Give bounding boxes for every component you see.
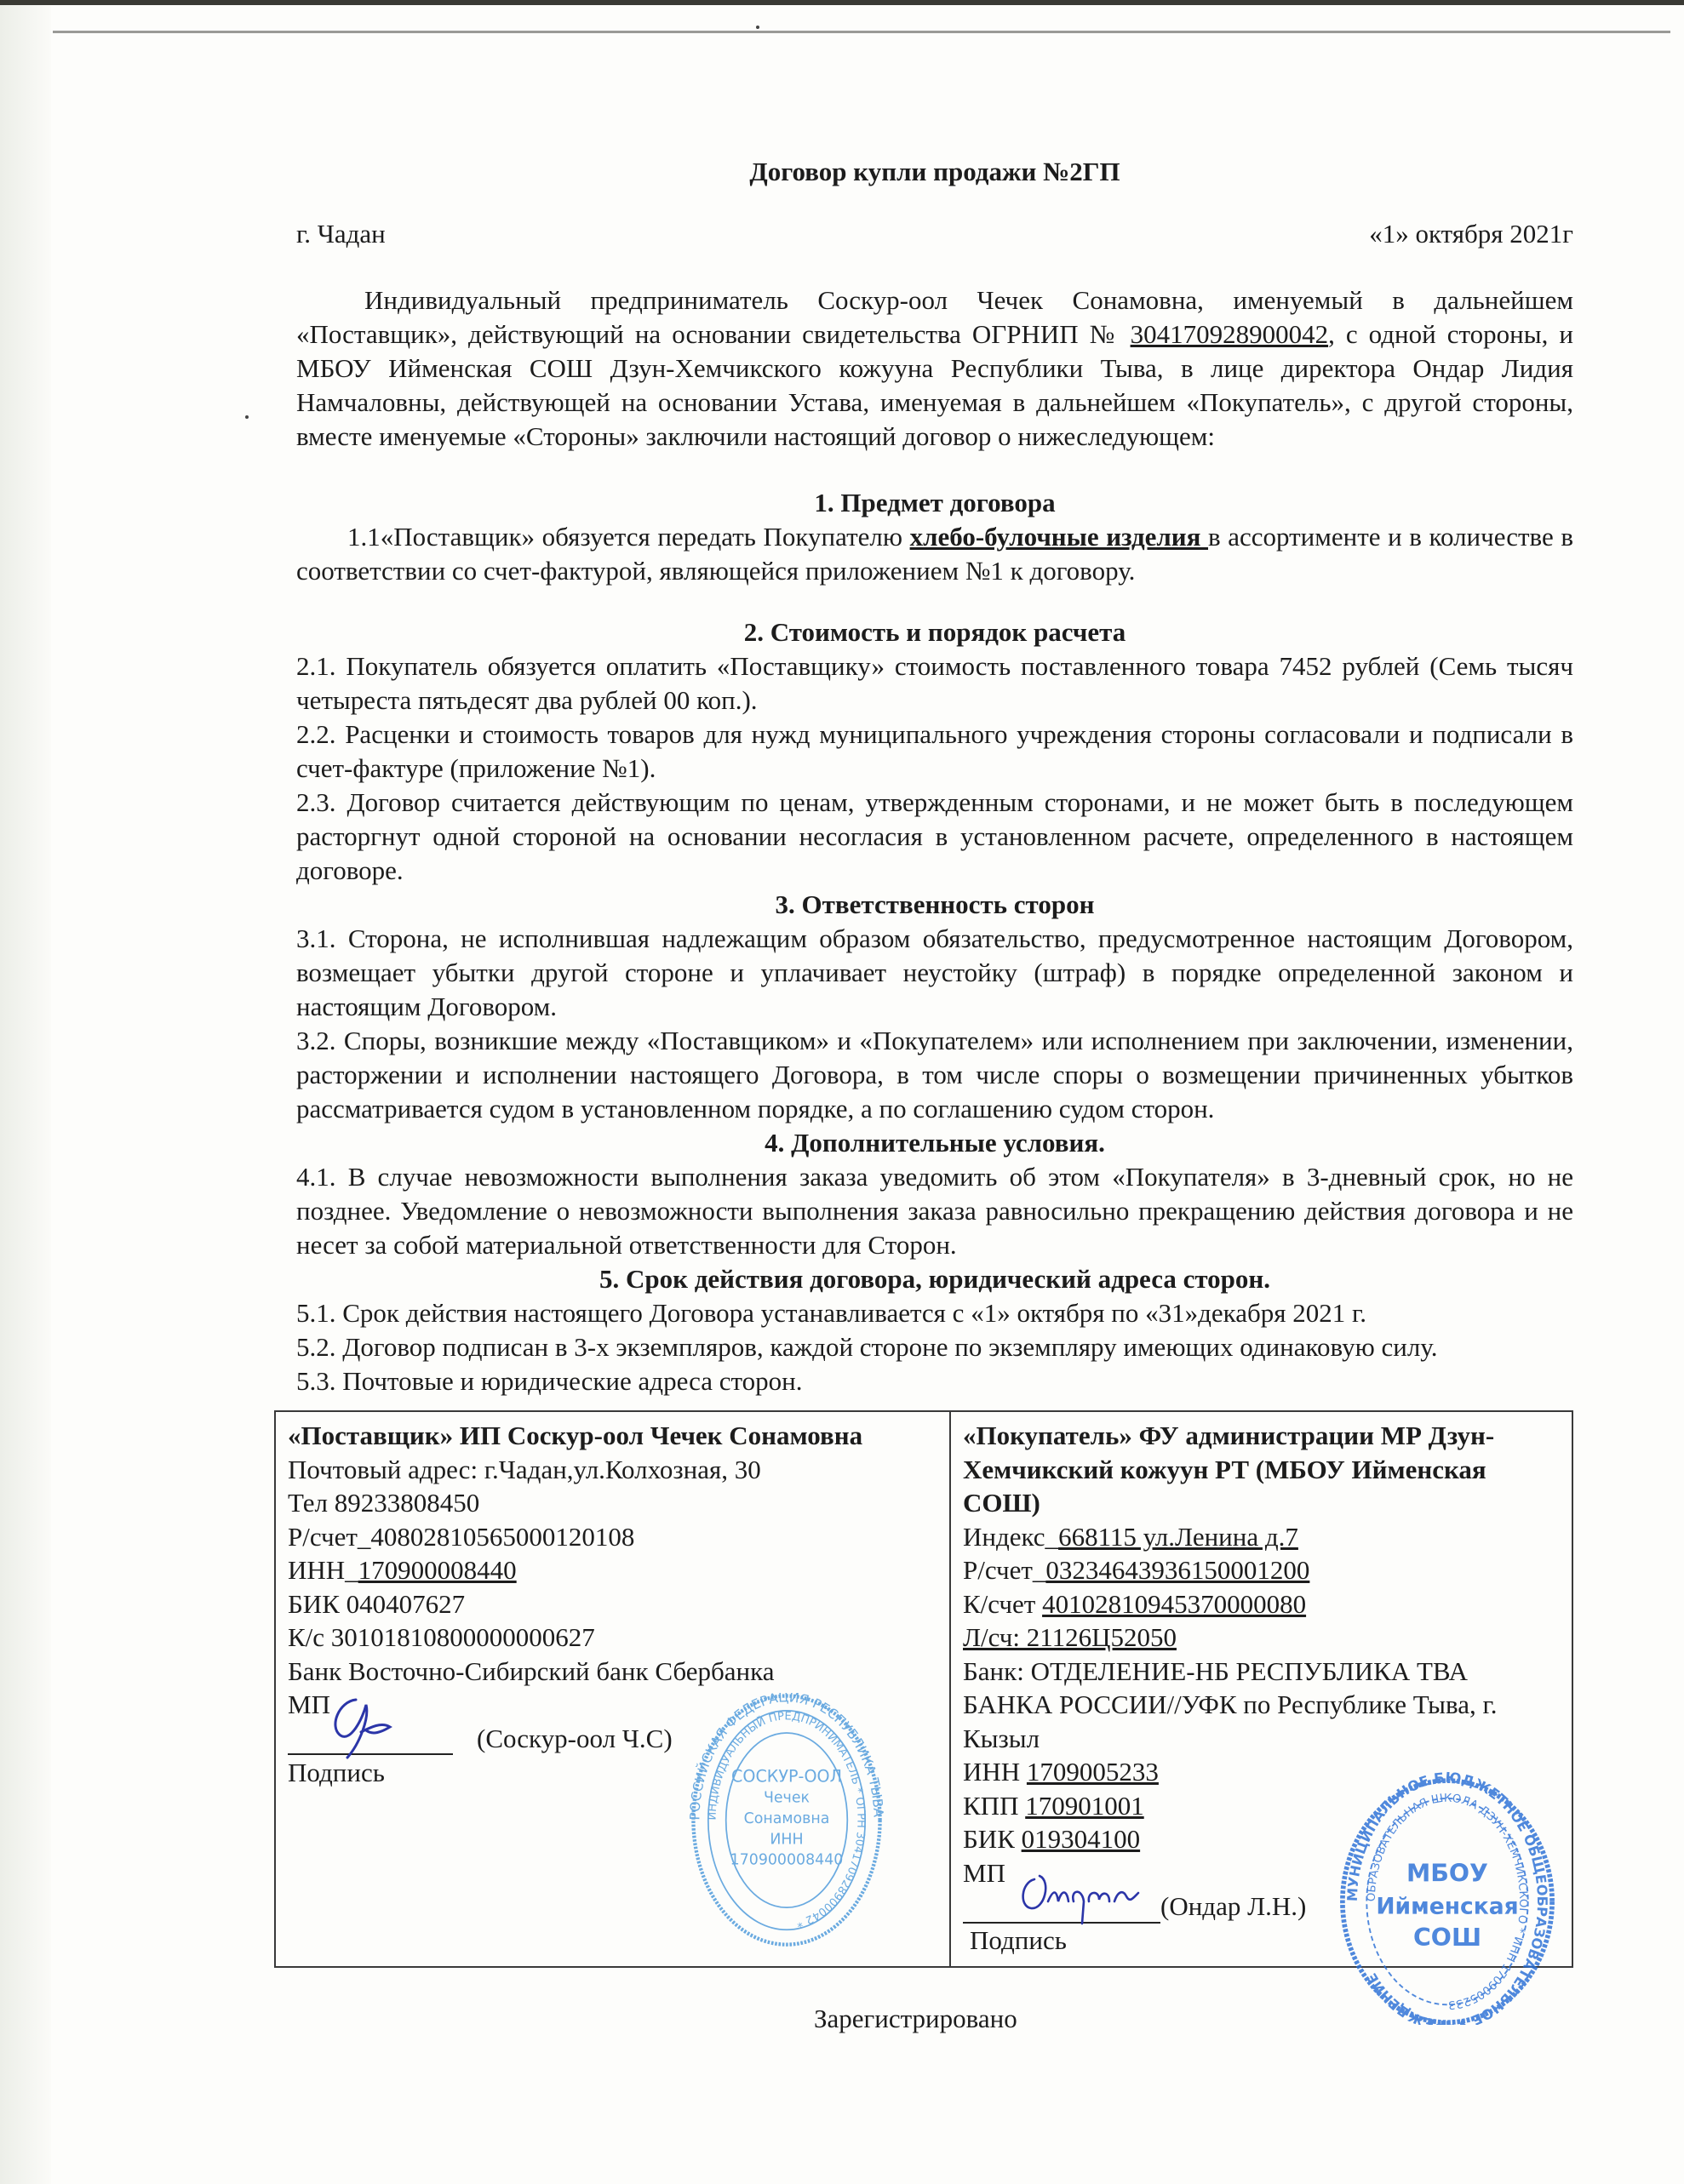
supplier-signer: (Соскур-оол Ч.С) <box>477 1723 673 1753</box>
buyer-stamp-inner: ОБРАЗОВАТЕЛЬНАЯ ШКОЛА ДЗУН-ХЕМЧИКСКОГО * ИНН 1709005233 <box>1365 1792 1530 2011</box>
supplier-heading: «Поставщик» ИП Соскур-оол Чечек Сонамовна <box>288 1421 863 1450</box>
supplier-stamp-line: ИНН <box>770 1831 804 1849</box>
buyer-signature-row <box>963 1890 1560 1924</box>
supplier-mp: МП <box>288 1689 330 1719</box>
section-heading: 2. Стоимость и порядок расчета <box>743 617 1126 647</box>
supplier-corr-account: К/с 30101810800000000627 <box>288 1622 595 1652</box>
clause-3-2: 3.2. Споры, возникшие между «Поставщиком» и «Покупателем» или исполнением при заключении, изменении, расторжении и исполнении настоящего Договора, в том числе споры о возмещении причиненных убытков рассматривается судом в установленном порядке, а по соглашению судом сторон. <box>296 1026 1573 1123</box>
bottom-area <box>274 1968 1573 2070</box>
goods-name: хлебо-булочные изделия <box>909 522 1209 552</box>
buyer-signer: (Ондар Л.Н.) <box>1160 1891 1307 1921</box>
buyer-requisites <box>951 1412 1572 2025</box>
buyer-bik-label: БИК <box>963 1824 1022 1854</box>
supplier-stamp-line: СОСКУР-ООЛ <box>731 1766 842 1787</box>
preamble <box>274 283 1573 454</box>
buyer-index-label: Индекс_ <box>963 1521 1059 1552</box>
clause-3-1: 3.1. Сторона, не исполнившая надлежащим образом обязательство, предусмотренное настоящим Договором, возмещает убытки другой стороне и уплачивает неустойку (штраф) в порядке определенной законом и настоящим Договором. <box>296 923 1573 1021</box>
document-city: г. Чадан <box>296 219 386 249</box>
buyer-mp: МП <box>963 1857 1005 1888</box>
buyer-inn-label: ИНН <box>963 1757 1027 1787</box>
clause-2-1: 2.1. Покупатель обязуется оплатить «Поставщику» стоимость поставленного товара 7452 рублей (Семь тысяч четыреста пятьдесят два рублей 00 коп.). <box>296 651 1573 715</box>
clause-4-1: 4.1. В случае невозможности выполнения заказа уведомить об этом «Покупателя» в 3-дневный срок, но не позднее. Уведомление о невозможности выполнения заказа равносильно прекращению действия договора и не несет за собой материальной ответственности для Сторон. <box>296 1162 1573 1260</box>
supplier-stamp-line: Чечек <box>763 1789 810 1807</box>
buyer-stamp-outer: МУНИЦИПАЛЬНОЕ БЮДЖЕТНОЕ ОБЩЕОБРАЗОВАТЕЛЬНОЕ У ЕЖДЕНИЕ <box>1343 1769 1551 2025</box>
section-heading: 5. Срок действия договора, юридический адреса сторон. <box>599 1264 1271 1294</box>
supplier-signature-line <box>288 1723 453 1755</box>
buyer-corr-account: 40102810945370000080 <box>1042 1588 1307 1619</box>
buyer-kpp: 170901001 <box>1025 1790 1144 1821</box>
buyer-bank: Банк: ОТДЕЛЕНИЕ-НБ РЕСПУБЛИКА ТВА БАНКА РОССИИ//УФК по Республике Тыва, г. Кызыл <box>963 1655 1498 1753</box>
buyer-personal-account: Л/сч: 21126Ц52050 <box>963 1622 1177 1652</box>
supplier-bank: Банк Восточно-Сибирский банк Сбербанка <box>288 1655 775 1686</box>
buyer-stamp-line: СОШ <box>1412 1924 1482 1952</box>
buyer-kpp-label: КПП <box>963 1790 1026 1821</box>
preamble-text-2: , с одной стороны, и МБОУ Ийменская СОШ Дзун-Хемчикского кожууна Республики Тыва, в лице директора Ондар Лидия Намчаловны, действующей на основании Устава, именуемая в дальнейшем «Покупатель», с другой стороны, вместе именуемые «Стороны» заключили настоящий договор о нижеследующем: <box>296 319 1573 451</box>
document-title: Договор купли продажи №2ГП <box>749 157 1120 186</box>
section-price <box>274 615 1573 1398</box>
buyer-sign-label: Подпись <box>970 1925 1067 1955</box>
buyer-corr-label: К/счет <box>963 1588 1043 1619</box>
buyer-bik: 019304100 <box>1021 1824 1141 1854</box>
clause-5-2: 5.2. Договор подписан в 3-х экземпляров, каждой стороне по экземпляру имеющих одинаковую силу. <box>296 1332 1438 1362</box>
buyer-stamp-line: Ийменская <box>1376 1893 1519 1920</box>
supplier-stamp-inner: ИНДИВИДУАЛЬНЫЙ ПРЕДПРИНИМАТЕЛЬ * ОГРН 304170928900042 * <box>706 1710 868 1930</box>
ogrnip-number: 304170928900042 <box>1130 319 1329 349</box>
buyer-index: 668115 ул.Ленина д.7 <box>1058 1521 1298 1552</box>
buyer-inn: 1709005233 <box>1026 1757 1159 1787</box>
section-subject <box>274 486 1573 588</box>
supplier-signature-row <box>288 1722 937 1756</box>
supplier-sign-label: Подпись <box>288 1757 385 1787</box>
supplier-address: Почтовый адрес: г.Чадан,ул.Колхозная, 30 <box>288 1454 761 1484</box>
section-heading: 3. Ответственность сторон <box>775 889 1095 919</box>
clause-2-3: 2.3. Договор считается действующим по ценам, утвержденным сторонами, и не может быть в последующем расторгнут одной стороной на основании несогласия в установленном расчете, определенного в настоящем договоре. <box>296 787 1573 885</box>
preamble-text-1: Индивидуальный предприниматель Соскур-оол Чечек Сонамовна, именуемый в дальнейшем «Поставщик», действующий на основании свидетельства ОГРНИП № <box>296 285 1573 349</box>
supplier-stamp-line: 170900008440 <box>730 1851 844 1869</box>
supplier-stamp-line: Сонамовна <box>743 1810 830 1828</box>
buyer-stamp-line: МБОУ <box>1406 1859 1488 1888</box>
clause-text: в ассортименте и в количестве в соответствии со счет-фактурой, являющейся приложением №1 к договору. <box>296 522 1573 586</box>
supplier-account: 40802810565000120108 <box>370 1521 635 1552</box>
section-heading: 1. Предмет договора <box>814 488 1056 517</box>
supplier-account-label: Р/счет_ <box>288 1521 371 1552</box>
buyer-heading: «Покупатель» ФУ администрации МР Дзун-Хемчикский кожуун РТ (МБОУ Ийменская СОШ) <box>963 1421 1495 1518</box>
registered-note: Зарегистрировано <box>814 2003 1017 2033</box>
buyer-account-label: Р/счет_ <box>963 1555 1046 1585</box>
supplier-phone: Тел 89233808450 <box>288 1488 480 1518</box>
clause-5-1: 5.1. Срок действия настоящего Договора устанавливается с «1» октября по «31»декабря 2021 г. <box>296 1298 1366 1328</box>
supplier-inn: 170900008440 <box>358 1555 517 1585</box>
supplier-stamp-outer: РОССИЙСКАЯ ФЕДЕРАЦИЯ РЕСПУБЛИКА ТЫВА <box>686 1693 887 1821</box>
document-header-row <box>274 217 1573 251</box>
buyer-account: 03234643936150001200 <box>1045 1555 1310 1585</box>
supplier-inn-label: ИНН_ <box>288 1555 358 1585</box>
clause-5-3: 5.3. Почтовые и юридические адреса сторон. <box>296 1366 803 1396</box>
clause-2-2: 2.2. Расценки и стоимость товаров для нужд муниципального учреждения стороны согласовали и подписали в счет-фактуре (приложение №1). <box>296 719 1573 783</box>
supplier-bik: БИК 040407627 <box>288 1588 466 1619</box>
supplier-requisites <box>276 1412 951 1966</box>
document-date: «1» октября 2021г <box>1369 219 1573 249</box>
clause-text: 1.1«Поставщик» обязуется передать Покупателю <box>347 522 910 552</box>
section-heading: 4. Дополнительные условия. <box>765 1128 1105 1158</box>
buyer-signature-line <box>963 1891 1160 1924</box>
